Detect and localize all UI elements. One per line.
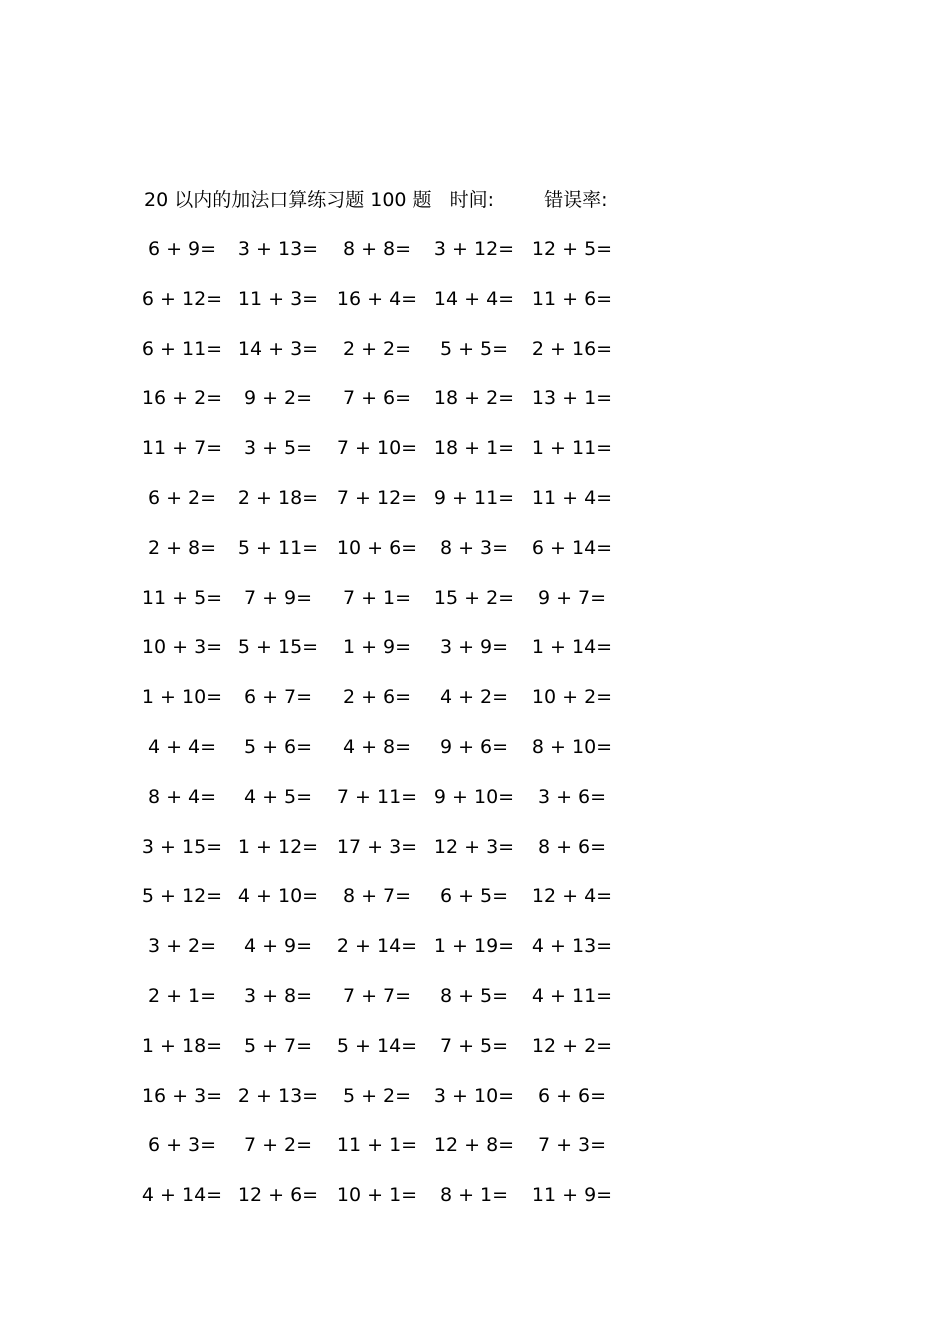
problem-item: 9 + 7= <box>537 586 607 609</box>
problem-item: 11 + 6= <box>531 287 613 310</box>
problem-item: 1 + 11= <box>531 437 613 460</box>
problem-item: 4 + 4= <box>147 735 217 758</box>
problem-row <box>0 535 950 585</box>
problem-item: 7 + 11= <box>336 785 418 808</box>
problem-item: 8 + 6= <box>537 835 607 858</box>
problem-item: 8 + 5= <box>439 984 509 1007</box>
problem-row <box>0 485 950 535</box>
problem-item: 2 + 13= <box>237 1084 319 1107</box>
problem-item: 11 + 9= <box>531 1184 613 1207</box>
problem-item: 8 + 3= <box>439 536 509 559</box>
problem-row <box>0 784 950 834</box>
problem-row <box>0 1083 950 1133</box>
problem-item: 9 + 10= <box>433 785 515 808</box>
problem-item: 5 + 14= <box>336 1034 418 1057</box>
time-label: 时间: <box>449 189 495 211</box>
problem-item: 4 + 5= <box>243 785 313 808</box>
problem-row <box>0 983 950 1033</box>
problem-item: 6 + 5= <box>439 885 509 908</box>
problem-row <box>0 883 950 933</box>
problem-row <box>0 1132 950 1182</box>
problem-item: 15 + 2= <box>433 586 515 609</box>
problem-item: 13 + 1= <box>531 387 613 410</box>
problem-row <box>0 435 950 485</box>
problem-item: 2 + 2= <box>342 337 412 360</box>
problem-item: 12 + 3= <box>433 835 515 858</box>
problem-item: 3 + 6= <box>537 785 607 808</box>
problem-item: 5 + 12= <box>141 885 223 908</box>
problem-item: 11 + 7= <box>141 437 223 460</box>
problem-row <box>0 734 950 784</box>
problem-row <box>0 1033 950 1083</box>
problem-row <box>0 634 950 684</box>
problem-item: 6 + 12= <box>141 287 223 310</box>
problem-item: 18 + 2= <box>433 387 515 410</box>
problem-item: 7 + 2= <box>243 1134 313 1157</box>
problem-item: 7 + 5= <box>439 1034 509 1057</box>
problem-item: 2 + 1= <box>147 984 217 1007</box>
problem-item: 3 + 15= <box>141 835 223 858</box>
problem-item: 7 + 1= <box>342 586 412 609</box>
problem-item: 12 + 2= <box>531 1034 613 1057</box>
problem-row <box>0 385 950 435</box>
problem-item: 4 + 2= <box>439 686 509 709</box>
problem-item: 6 + 2= <box>147 486 217 509</box>
problem-item: 4 + 13= <box>531 935 613 958</box>
problem-item: 2 + 18= <box>237 486 319 509</box>
problem-item: 7 + 12= <box>336 486 418 509</box>
problem-item: 11 + 4= <box>531 486 613 509</box>
problem-item: 6 + 11= <box>141 337 223 360</box>
problem-item: 5 + 15= <box>237 636 319 659</box>
problem-item: 16 + 4= <box>336 287 418 310</box>
problem-item: 4 + 8= <box>342 735 412 758</box>
problem-item: 16 + 2= <box>141 387 223 410</box>
problem-item: 4 + 11= <box>531 984 613 1007</box>
worksheet-header <box>144 187 607 213</box>
problem-item: 14 + 3= <box>237 337 319 360</box>
problem-row <box>0 684 950 734</box>
problem-item: 8 + 8= <box>342 238 412 260</box>
problem-item: 5 + 7= <box>243 1034 313 1057</box>
problem-item: 8 + 4= <box>147 785 217 808</box>
problem-item: 12 + 8= <box>433 1134 515 1157</box>
problem-item: 7 + 10= <box>336 437 418 460</box>
problem-item: 17 + 3= <box>336 835 418 858</box>
problem-item: 12 + 4= <box>531 885 613 908</box>
problem-item: 6 + 14= <box>531 536 613 559</box>
problem-item: 5 + 5= <box>439 337 509 360</box>
problem-item: 7 + 9= <box>243 586 313 609</box>
problem-item: 9 + 6= <box>439 735 509 758</box>
problem-item: 3 + 13= <box>237 238 319 260</box>
problem-item: 2 + 6= <box>342 686 412 709</box>
problem-item: 11 + 3= <box>237 287 319 310</box>
problem-row <box>0 336 950 386</box>
problem-item: 10 + 2= <box>531 686 613 709</box>
problem-item: 7 + 6= <box>342 387 412 410</box>
problem-item: 1 + 10= <box>141 686 223 709</box>
problem-item: 1 + 12= <box>237 835 319 858</box>
problem-item: 5 + 6= <box>243 735 313 758</box>
problem-row <box>0 834 950 884</box>
problem-item: 18 + 1= <box>433 437 515 460</box>
problem-item: 9 + 2= <box>243 387 313 410</box>
problem-row <box>0 933 950 983</box>
problem-item: 4 + 10= <box>237 885 319 908</box>
problem-item: 11 + 1= <box>336 1134 418 1157</box>
problem-row <box>0 286 950 336</box>
problem-item: 10 + 1= <box>336 1184 418 1207</box>
problem-item: 3 + 2= <box>147 935 217 958</box>
problem-row <box>0 585 950 635</box>
problem-item: 7 + 3= <box>537 1134 607 1157</box>
problem-item: 6 + 6= <box>537 1084 607 1107</box>
problem-item: 8 + 7= <box>342 885 412 908</box>
problem-item: 2 + 14= <box>336 935 418 958</box>
problem-item: 10 + 6= <box>336 536 418 559</box>
problem-grid <box>0 236 950 1232</box>
problem-item: 1 + 19= <box>433 935 515 958</box>
error-rate-label: 错误率: <box>544 189 608 211</box>
problem-item: 3 + 5= <box>243 437 313 460</box>
problem-item: 2 + 8= <box>147 536 217 559</box>
problem-item: 11 + 5= <box>141 586 223 609</box>
problem-item: 12 + 6= <box>237 1184 319 1207</box>
problem-item: 5 + 2= <box>342 1084 412 1107</box>
problem-item: 8 + 1= <box>439 1184 509 1207</box>
problem-item: 10 + 3= <box>141 636 223 659</box>
problem-item: 3 + 10= <box>433 1084 515 1107</box>
problem-item: 5 + 11= <box>237 536 319 559</box>
worksheet-title: 20 以内的加法口算练习题 100 题 <box>144 189 432 211</box>
problem-row <box>0 1182 950 1232</box>
problem-item: 3 + 12= <box>433 238 515 260</box>
problem-item: 9 + 11= <box>433 486 515 509</box>
problem-item: 4 + 14= <box>141 1184 223 1207</box>
problem-item: 3 + 8= <box>243 984 313 1007</box>
problem-item: 12 + 5= <box>531 238 613 260</box>
problem-item: 8 + 10= <box>531 735 613 758</box>
problem-item: 6 + 7= <box>243 686 313 709</box>
problem-item: 3 + 9= <box>439 636 509 659</box>
problem-row <box>0 236 950 286</box>
problem-item: 1 + 18= <box>141 1034 223 1057</box>
problem-item: 6 + 3= <box>147 1134 217 1157</box>
problem-item: 1 + 14= <box>531 636 613 659</box>
problem-item: 1 + 9= <box>342 636 412 659</box>
problem-item: 6 + 9= <box>147 238 217 260</box>
problem-item: 2 + 16= <box>531 337 613 360</box>
problem-item: 14 + 4= <box>433 287 515 310</box>
problem-item: 7 + 7= <box>342 984 412 1007</box>
problem-item: 16 + 3= <box>141 1084 223 1107</box>
problem-item: 4 + 9= <box>243 935 313 958</box>
